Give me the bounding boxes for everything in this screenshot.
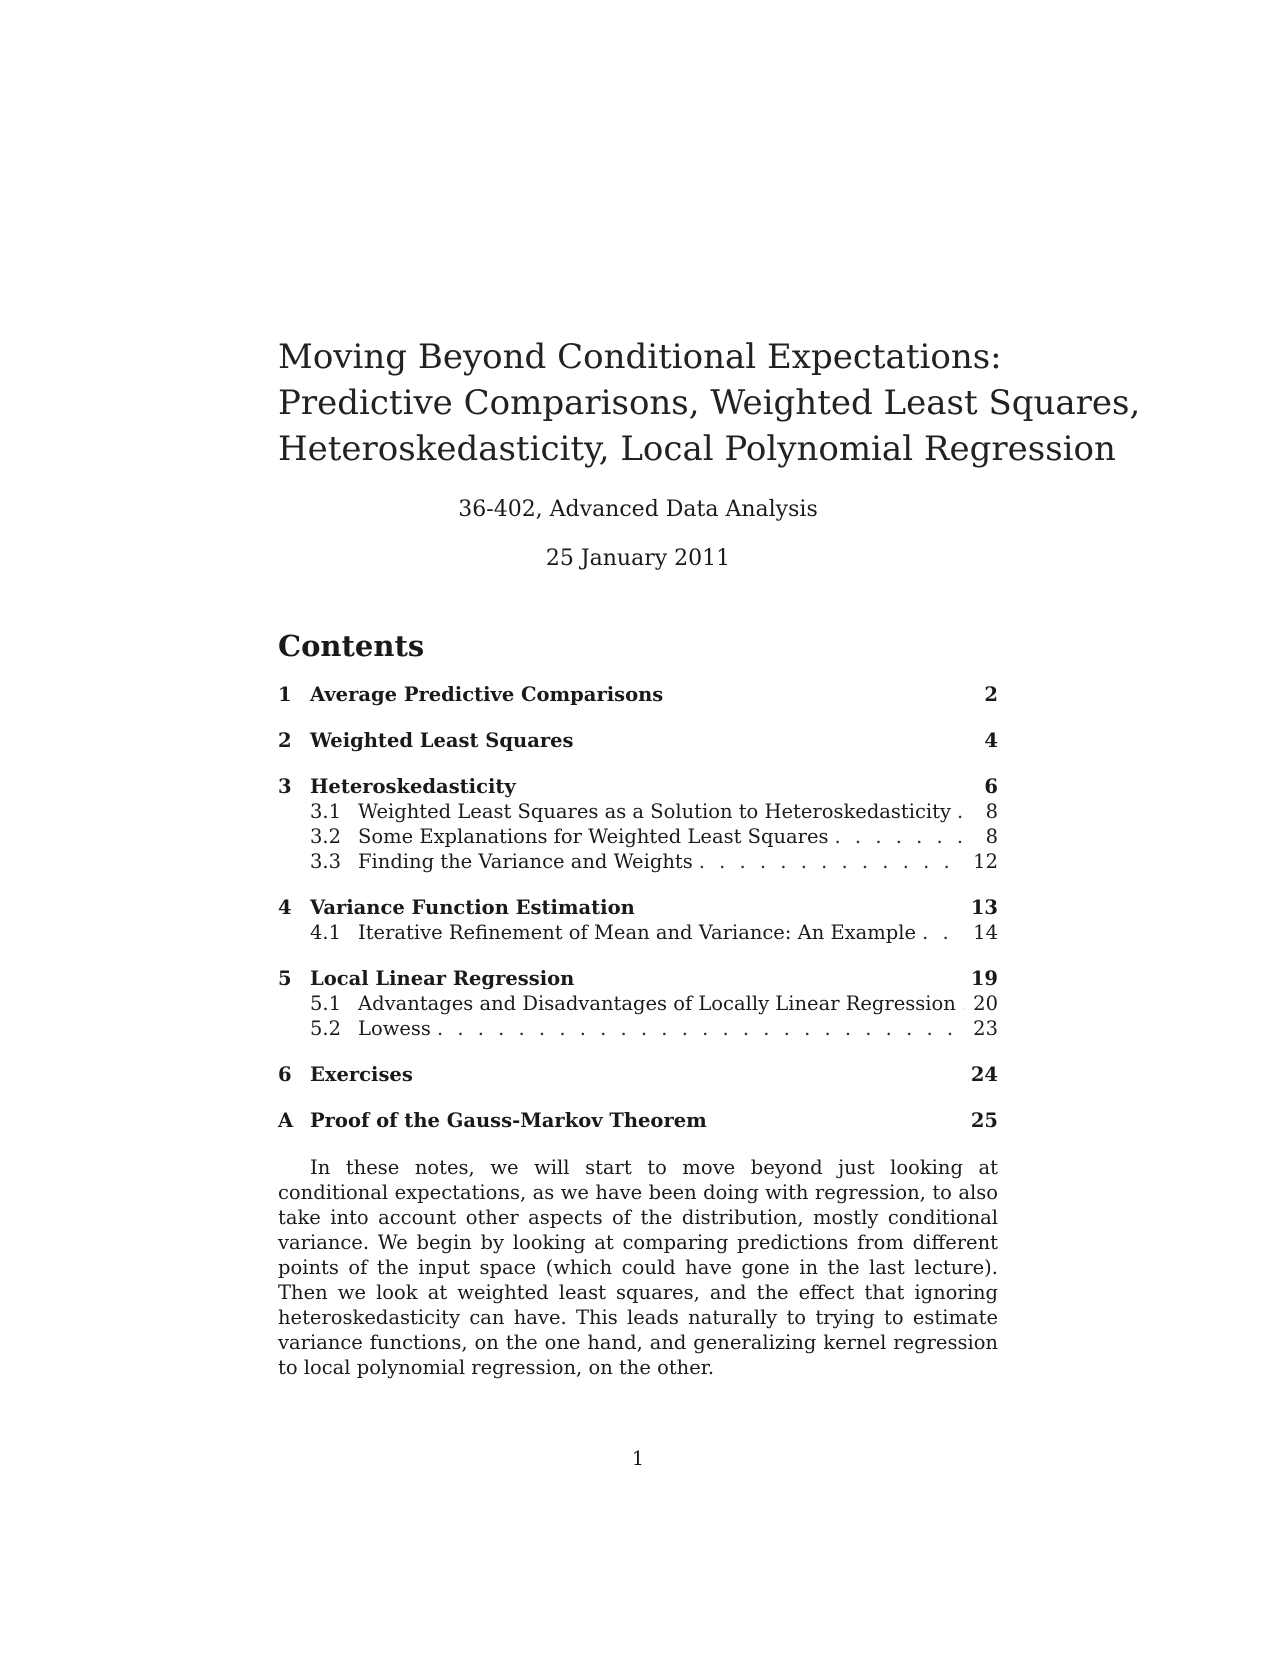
toc-entry-subsection-4-1[interactable] xyxy=(278,920,998,945)
table-of-contents xyxy=(278,682,998,1133)
toc-label: Lowess xyxy=(358,1017,431,1040)
course-name: 36-402, Advanced Data Analysis xyxy=(458,497,818,522)
document-date: 25 January 2011 xyxy=(545,546,731,571)
toc-page: 14 xyxy=(973,921,998,944)
title-line-3: Heteroskedasticity, Local Polynomial Regression xyxy=(278,429,1116,469)
toc-leader-dots xyxy=(699,849,964,874)
toc-entry-section-2[interactable] xyxy=(278,728,998,753)
toc-label: Local Linear Regression xyxy=(310,967,575,990)
toc-label: Exercises xyxy=(310,1063,413,1086)
toc-number: 3.2 xyxy=(310,825,342,848)
page-number: 1 xyxy=(631,1447,645,1470)
toc-page: 23 xyxy=(973,1017,998,1040)
toc-entry-section-1[interactable] xyxy=(278,682,998,707)
toc-page: 12 xyxy=(973,850,998,873)
toc-leader-dots xyxy=(962,991,964,1016)
toc-leader-dots xyxy=(835,824,964,849)
toc-label: Weighted Least Squares xyxy=(310,729,574,752)
toc-number: 4 xyxy=(278,896,292,919)
contents-heading: Contents xyxy=(278,629,425,663)
toc-page: 8 xyxy=(985,825,998,848)
toc-label: Proof of the Gauss-Markov Theorem xyxy=(310,1109,707,1132)
document-title xyxy=(278,334,1141,472)
toc-entry-section-3[interactable] xyxy=(278,774,998,799)
toc-entry-subsection-5-2[interactable] xyxy=(278,1016,998,1041)
toc-label: Average Predictive Comparisons xyxy=(310,683,664,706)
toc-page: 8 xyxy=(985,800,998,823)
toc-leader-dots xyxy=(922,920,964,945)
toc-page: 24 xyxy=(970,1063,998,1086)
toc-leader-dots xyxy=(437,1016,964,1041)
toc-number: 6 xyxy=(278,1063,292,1086)
toc-entry-subsection-3-3[interactable] xyxy=(278,849,998,874)
toc-page: 20 xyxy=(973,992,998,1015)
toc-label: Iterative Refinement of Mean and Variance: An Example xyxy=(358,921,917,944)
toc-entry-section-6[interactable] xyxy=(278,1062,998,1087)
toc-label: Advantages and Disadvantages of Locally Linear Regression xyxy=(358,992,956,1015)
toc-page: 25 xyxy=(970,1109,998,1132)
toc-label: Heteroskedasticity xyxy=(310,775,516,798)
toc-number: 3.3 xyxy=(310,850,342,873)
toc-entry-section-4[interactable] xyxy=(278,895,998,920)
toc-number: 5.2 xyxy=(310,1017,342,1040)
toc-page: 13 xyxy=(970,896,998,919)
toc-page: 2 xyxy=(984,683,998,706)
toc-page: 6 xyxy=(984,775,998,798)
toc-leader-dots xyxy=(957,799,964,824)
toc-number: A xyxy=(278,1109,294,1132)
toc-entry-subsection-3-2[interactable] xyxy=(278,824,998,849)
toc-label: Finding the Variance and Weights xyxy=(358,850,693,873)
toc-number: 4.1 xyxy=(310,921,342,944)
toc-number: 5 xyxy=(278,967,292,990)
toc-number: 2 xyxy=(278,729,292,752)
toc-entry-subsection-5-1[interactable] xyxy=(278,991,998,1016)
toc-label: Some Explanations for Weighted Least Squares xyxy=(358,825,829,848)
title-line-2: Predictive Comparisons, Weighted Least Squares, xyxy=(278,383,1141,423)
toc-number: 1 xyxy=(278,683,292,706)
toc-entry-subsection-3-1[interactable] xyxy=(278,799,998,824)
title-line-1: Moving Beyond Conditional Expectations: xyxy=(278,337,1002,377)
toc-entry-appendix-a[interactable] xyxy=(278,1108,998,1133)
toc-number: 3 xyxy=(278,775,292,798)
toc-label: Variance Function Estimation xyxy=(310,896,635,919)
toc-page: 4 xyxy=(984,729,998,752)
abstract-paragraph: In these notes, we will start to move beyond just looking at conditional expectations, as we have been doing with regression, to also take into account other aspects of the distribution, mostly conditional variance. We begin by looking at comparing predictions from different points of the input space (which could have gone in the last lecture). Then we look at weighted least squares, and the effect that ignoring heteroskedasticity can have. This leads naturally to trying to estimate variance functions, on the one hand, and generalizing kernel regression to local polynomial regression, on the other. xyxy=(278,1155,998,1379)
toc-number: 5.1 xyxy=(310,992,342,1015)
toc-label: Weighted Least Squares as a Solution to Heteroskedasticity xyxy=(358,800,952,823)
toc-entry-section-5[interactable] xyxy=(278,966,998,991)
toc-number: 3.1 xyxy=(310,800,342,823)
toc-page: 19 xyxy=(970,967,998,990)
